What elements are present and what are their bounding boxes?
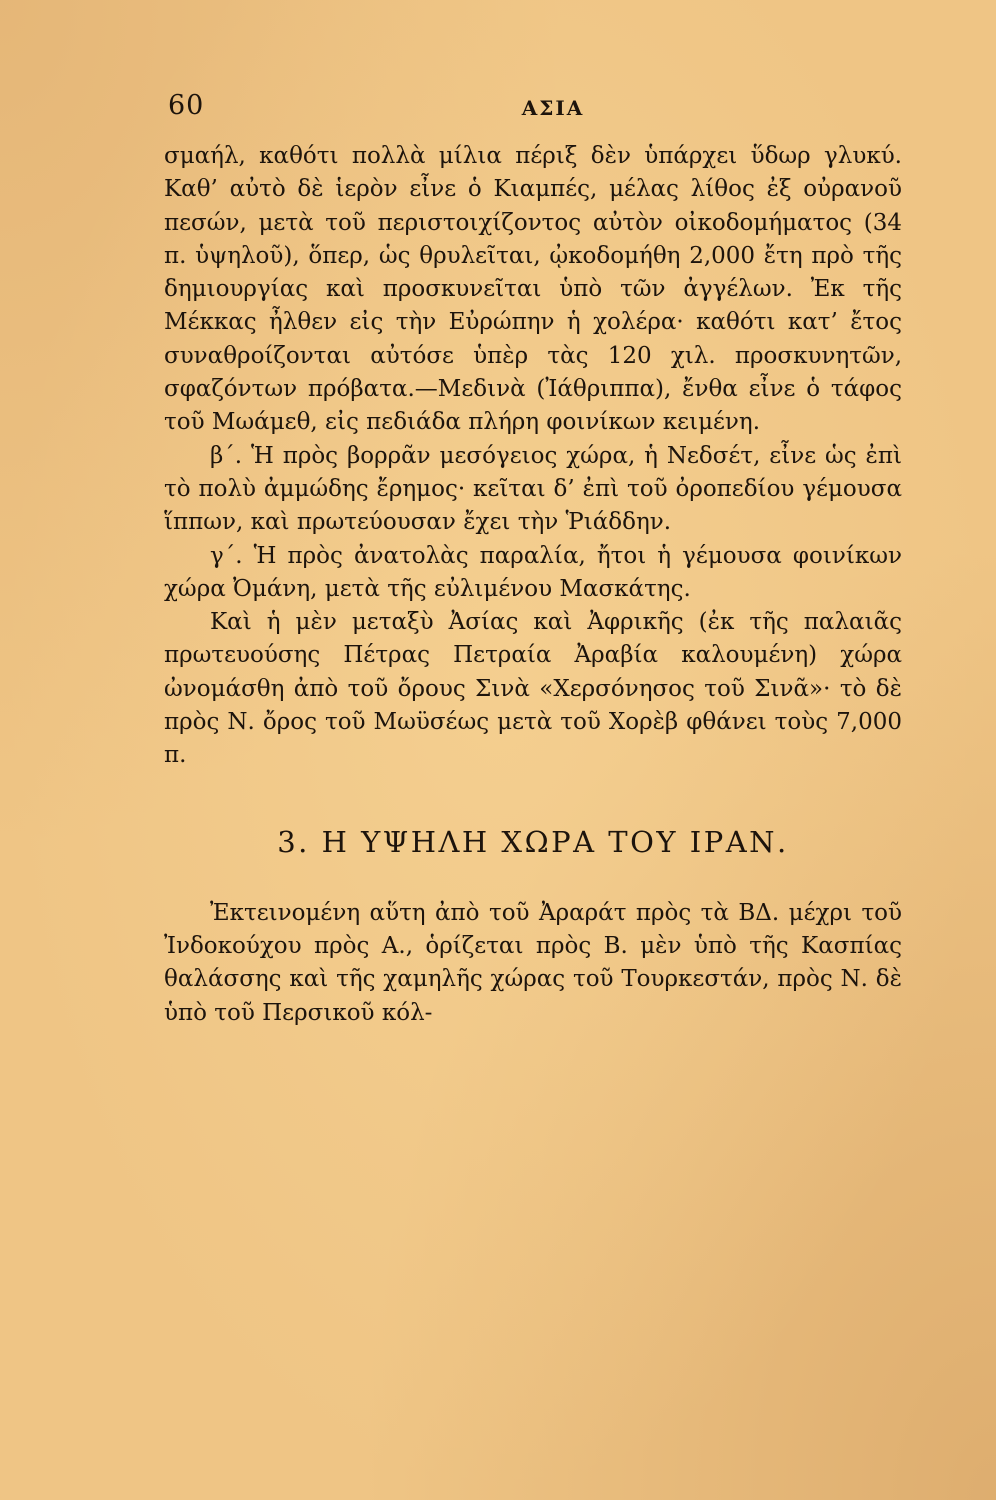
paragraph-continuation: σμαήλ, καθότι πολλὰ μίλια πέριξ δὲν ὑπάρχει ὕδωρ γλυκύ. Καθ’ αὐτὸ δὲ ἱερὸν εἶνε ὁ Κιαμπές, μέλας λίθος ἐξ οὐρανοῦ πεσών, μετὰ τοῦ περιστοιχίζοντος αὐτὸν οἰκοδομήματος (34 π. ὑψηλοῦ), ὅπερ, ὡς θρυλεῖται, ᾠκοδομήθη 2,000 ἔτη πρὸ τῆς δημιουργίας καὶ προσκυνεῖται ὑπὸ τῶν ἀγγέλων. Ἐκ τῆς Μέκκας ἦλθεν εἰς τὴν Εὐρώπην ἡ χολέρα· καθότι κατ’ ἔτος συναθροίζονται αὐτόσε ὑπὲρ τὰς 120 χιλ. προσκυνητῶν, σφαζόντων πρόβατα.—Μεδινὰ (Ἰάθριππα), ἔνθα εἶνε ὁ τάφος τοῦ Μωάμεθ, εἰς πεδιάδα πλήρη φοινίκων κειμένη. bbox=[164, 143, 902, 436]
section-body-text bbox=[164, 897, 902, 1030]
book-page bbox=[164, 90, 902, 1030]
paragraph-sinai: Καὶ ἡ μὲν μεταξὺ Ἀσίας καὶ Ἀφρικῆς (ἐκ τῆς παλαιᾶς πρωτευούσης Πέτρας Πετραία Ἀραβία καλουμένη) χώρα ὠνομάσθη ἀπὸ τοῦ ὄρους Σινὰ «Χερσόνησος τοῦ Σινᾶ»· τὸ δὲ πρὸς Ν. ὄρος τοῦ Μωϋσέως μετὰ τοῦ Χορὲβ φθάνει τοὺς 7,000 π. bbox=[164, 609, 902, 769]
page-number: 60 bbox=[168, 90, 205, 121]
paragraph-gamma: γ΄. Ἡ πρὸς ἀνατολὰς παραλία, ἤτοι ἡ γέμουσα φοινίκων χώρα Ὀμάνη, μετὰ τῆς εὐλιμένου Μασκάτης. bbox=[164, 542, 902, 602]
running-title: ΑΣΙΑ bbox=[521, 96, 585, 120]
section-heading: 3. Η ΥΨΗΛΗ ΧΩΡΑ ΤΟΥ ΙΡΑΝ. bbox=[277, 824, 789, 859]
paragraph-beta: β΄. Ἡ πρὸς βορρᾶν μεσόγειος χώρα, ἡ Νεδσέτ, εἶνε ὡς ἐπὶ τὸ πολὺ ἀμμώδης ἔρημος· κεῖται δ’ ἐπὶ τοῦ ὀροπεδίου γέμουσα ἵππων, καὶ πρωτεύουσαν ἔχει τὴν Ῥιάδδην. bbox=[164, 442, 902, 536]
paragraph-iran: Ἐκτεινομένη αὕτη ἀπὸ τοῦ Ἀραράτ πρὸς τὰ ΒΔ. μέχρι τοῦ Ἰνδοκούχου πρὸς Α., ὁρίζεται πρὸς Β. μὲν ὑπὸ τῆς Κασπίας θαλάσσης καὶ τῆς χαμηλῆς χώρας τοῦ Τουρκεστάν, πρὸς Ν. δὲ ὑπὸ τοῦ Περσικοῦ κόλ- bbox=[164, 899, 902, 1026]
body-text bbox=[164, 140, 902, 773]
running-head bbox=[164, 90, 902, 140]
